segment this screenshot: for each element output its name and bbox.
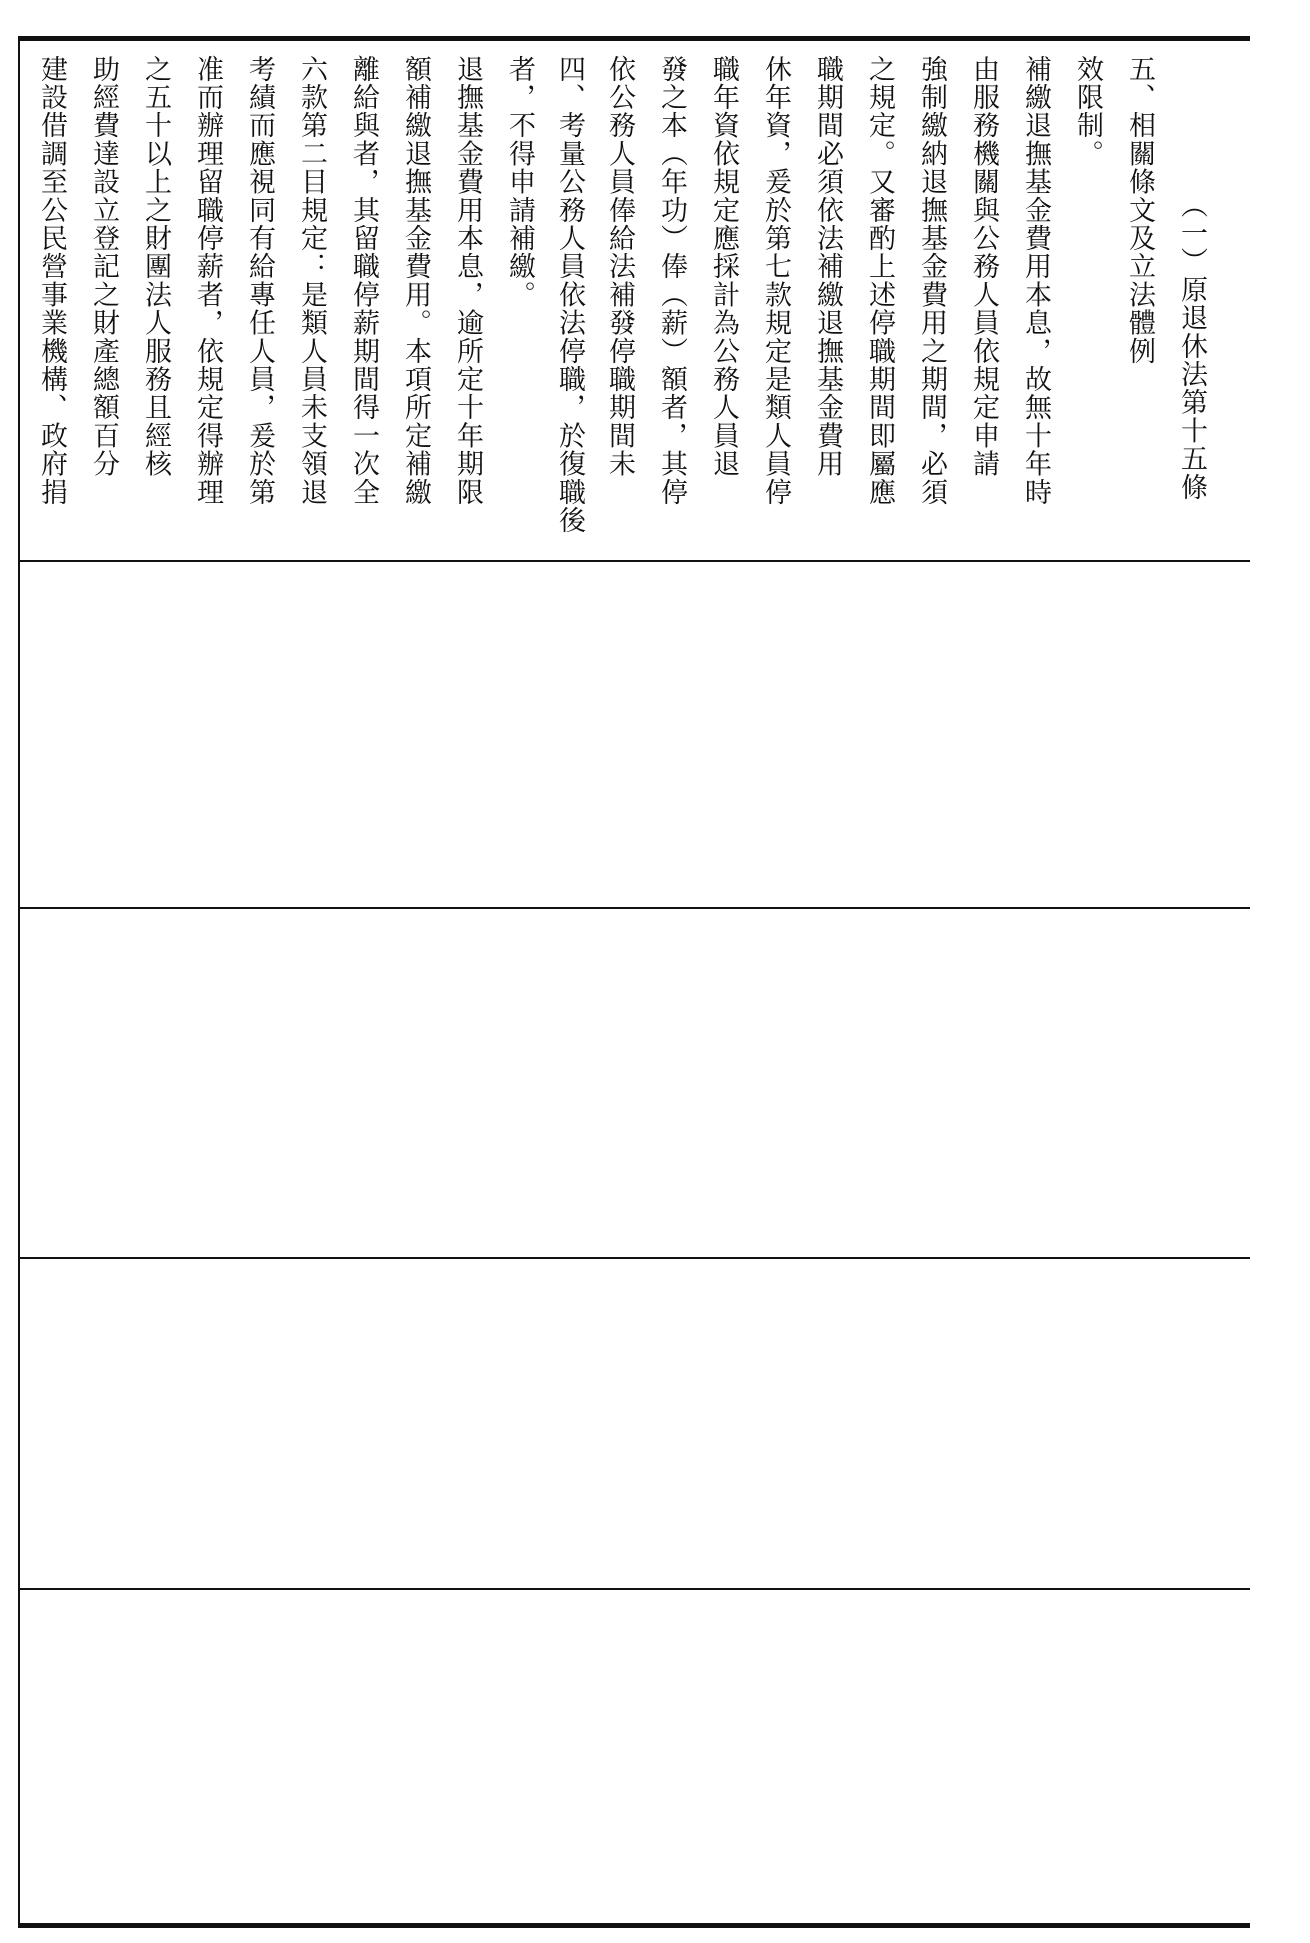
text-column: 額補繳退撫基金費用。本項所定補繳 <box>400 55 431 507</box>
text-column: 依公務人員俸給法補發停職期間未 <box>604 55 635 478</box>
text-column: 由服務機關與公務人員依規定申請 <box>968 55 999 478</box>
text-column: （一）原退休法第十五條 <box>1176 191 1207 502</box>
empty-table-cell <box>18 909 1250 1257</box>
text-column: 考績而應視同有給專任人員，爰於第 <box>244 55 275 507</box>
text-column: 強制繳納退撫基金費用之期間，必須 <box>916 55 947 507</box>
text-column: 之規定。又審酌上述停職期間即屬應 <box>864 55 895 507</box>
text-column: 職期間必須依法補繳退撫基金費用 <box>812 55 843 478</box>
text-column: 休年資，爰於第七款規定是類人員停 <box>760 55 791 507</box>
text-column: 四、考量公務人員依法停職，於復職後 <box>554 55 585 535</box>
text-column: 建設借調至公民營事業機構、政府捐 <box>36 55 67 507</box>
empty-table-cell <box>18 1590 1250 1923</box>
text-column: 准而辦理留職停薪者，依規定得辦理 <box>192 55 223 507</box>
text-column: 發之本（年功）俸（薪）額者，其停 <box>656 55 687 507</box>
text-column: 離給與者，其留職停薪期間得一次全 <box>348 55 379 507</box>
text-column: 之五十以上之財團法人服務且經核 <box>140 55 171 478</box>
empty-table-cell <box>18 1259 1250 1588</box>
text-column: 六款第二目規定：是類人員未支領退 <box>296 55 327 507</box>
text-column: 者，不得申請補繳。 <box>504 55 535 309</box>
text-column: 退撫基金費用本息，逾所定十年期限 <box>452 55 483 507</box>
text-column: 助經費達設立登記之財產總額百分 <box>88 55 119 478</box>
text-column: 職年資依規定應採計為公務人員退 <box>708 55 739 478</box>
table-bottom-rule <box>18 1923 1250 1928</box>
explanation-cell <box>18 41 1250 560</box>
text-column: 五、相關條文及立法體例 <box>1124 55 1155 366</box>
text-column: 補繳退撫基金費用本息，故無十年時 <box>1020 55 1051 507</box>
vertical-text-block <box>18 41 1250 560</box>
text-column: 效限制。 <box>1072 55 1103 168</box>
empty-table-cell <box>18 562 1250 909</box>
